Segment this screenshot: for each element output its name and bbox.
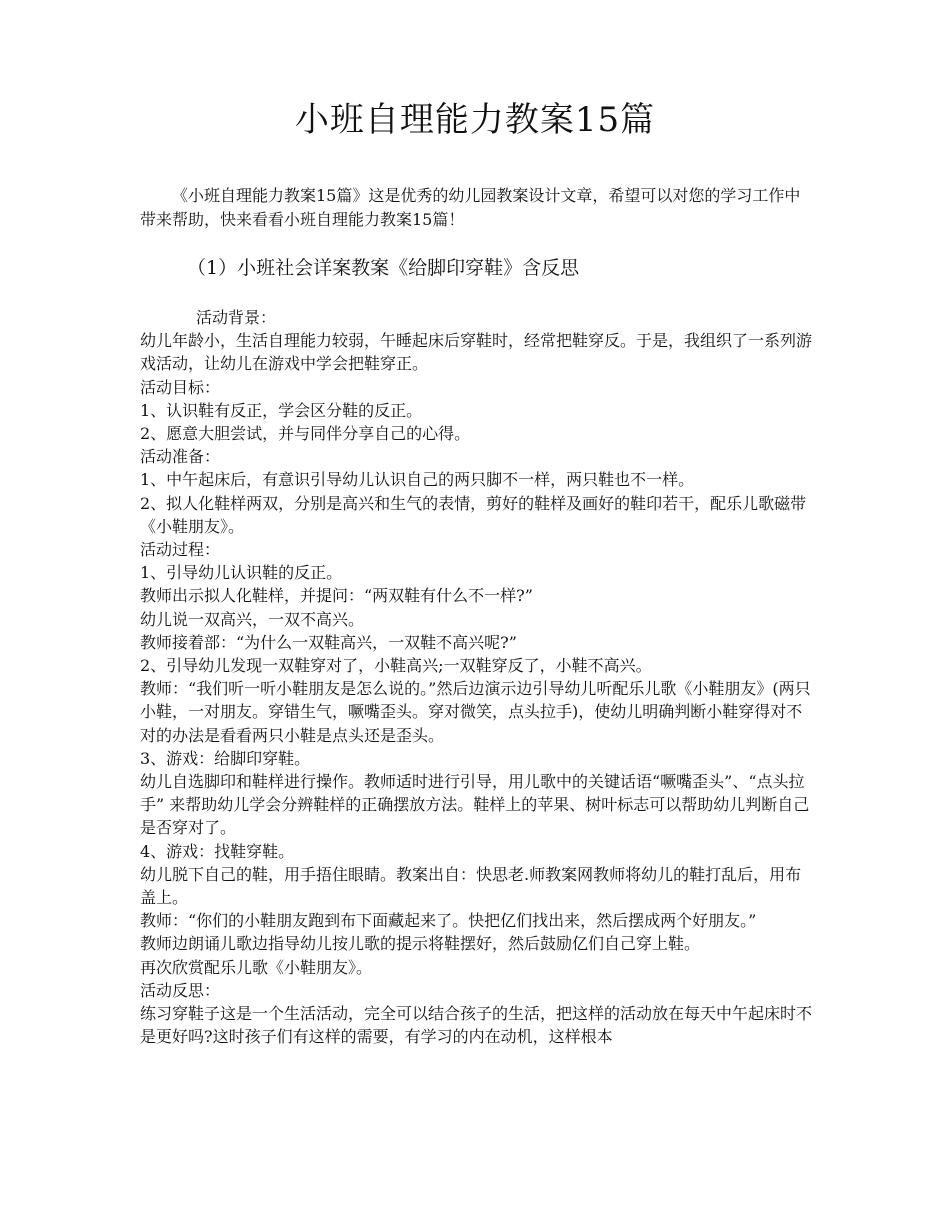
body-line: 幼儿年龄小，生活自理能力较弱，午睡起床后穿鞋时，经常把鞋穿反。于是，我组织了一系列游戏活动，让幼儿在游戏中学会把鞋穿正。 bbox=[140, 331, 813, 374]
body-line: 教师接着部：“为什么一双鞋高兴，一双鞋不高兴呢?” bbox=[140, 632, 517, 652]
body-line: 幼儿说一双高兴，一双不高兴。 bbox=[140, 609, 365, 629]
section-heading: （1）小班社会详案教案《给脚印穿鞋》含反思 bbox=[187, 257, 580, 279]
body-line: 1、中午起床后，有意识引导幼儿认识自己的两只脚不一样，两只鞋也不一样。 bbox=[140, 470, 695, 490]
body-line: 教师边朗诵儿歌边指导幼儿按儿歌的提示将鞋摆好，然后鼓励亿们自己穿上鞋。 bbox=[140, 934, 701, 954]
body-line: 教师：“你们的小鞋朋友跑到布下面藏起来了。快把亿们找出来，然后摆成两个好朋友。” bbox=[140, 911, 757, 931]
body-line: 3、游戏：给脚印穿鞋。 bbox=[140, 748, 311, 768]
document-title: 小班自理能力教案15篇 bbox=[294, 100, 656, 140]
body-line: 2、拟人化鞋样两双，分别是高兴和生气的表情，剪好的鞋样及画好的鞋印若干，配乐儿歌磁带《小鞋朋友》。 bbox=[140, 493, 807, 536]
body-line: 教师：“我们听一听小鞋朋友是怎么说的。”然后边演示边引导幼儿听配乐儿歌《小鞋朋友》(两只小鞋，一对朋友。穿错生气，噘嘴歪头。穿对微笑，点头拉手)，使幼儿明确判断小鞋穿得对不对的办法是看看两只小鞋是点头还是歪头。 bbox=[140, 679, 811, 745]
body-line: 练习穿鞋子这是一个生活活动，完全可以结合孩子的生活，把这样的活动放在每天中午起床时不是更好吗?这时孩子们有这样的需要，有学习的内在动机，这样根本 bbox=[140, 1004, 813, 1047]
body-line: 活动过程： bbox=[140, 540, 221, 560]
body-line: 2、引导幼儿发现一双鞋穿对了，小鞋高兴;一双鞋穿反了，小鞋不高兴。 bbox=[140, 656, 652, 676]
body-line: 2、愿意大胆尝试，并与同伴分享自己的心得。 bbox=[140, 424, 471, 444]
body-line: 教师出示拟人化鞋样，并提问：“两双鞋有什么不一样?” bbox=[140, 586, 533, 606]
body-line: 再次欣赏配乐儿歌《小鞋朋友》。 bbox=[140, 957, 373, 977]
body-line: 活动准备： bbox=[140, 447, 221, 467]
intro-paragraph bbox=[140, 184, 810, 232]
intro-text: 《小班自理能力教案15篇》这是优秀的幼儿园教案设计文章，希望可以对您的学习工作中带来帮助，快来看看小班自理能力教案15篇！ bbox=[140, 186, 801, 229]
body-line: 活动目标： bbox=[140, 377, 221, 397]
body-line: 幼儿脱下自己的鞋，用手捂住眼睛。教案出自：快思老.师教案网教师将幼儿的鞋打乱后，用布盖上。 bbox=[140, 864, 802, 908]
document-body bbox=[140, 306, 812, 1049]
body-line: 活动背景： bbox=[196, 308, 277, 327]
body-line: 4、游戏：找鞋穿鞋。 bbox=[140, 841, 295, 861]
body-line: 1、认识鞋有反正，学会区分鞋的反正。 bbox=[140, 400, 423, 420]
body-line: 1、引导幼儿认识鞋的反正。 bbox=[140, 563, 343, 583]
body-line: 活动反思： bbox=[140, 980, 221, 1000]
body-line: 幼儿自选脚印和鞋样进行操作。教师适时进行引导，用儿歌中的关键话语“噘嘴歪头”、“点头拉手” 来帮助幼儿学会分辨鞋样的正确摆放方法。鞋样上的苹果、树叶标志可以帮助幼儿判断自己是否穿对了。 bbox=[140, 772, 810, 838]
